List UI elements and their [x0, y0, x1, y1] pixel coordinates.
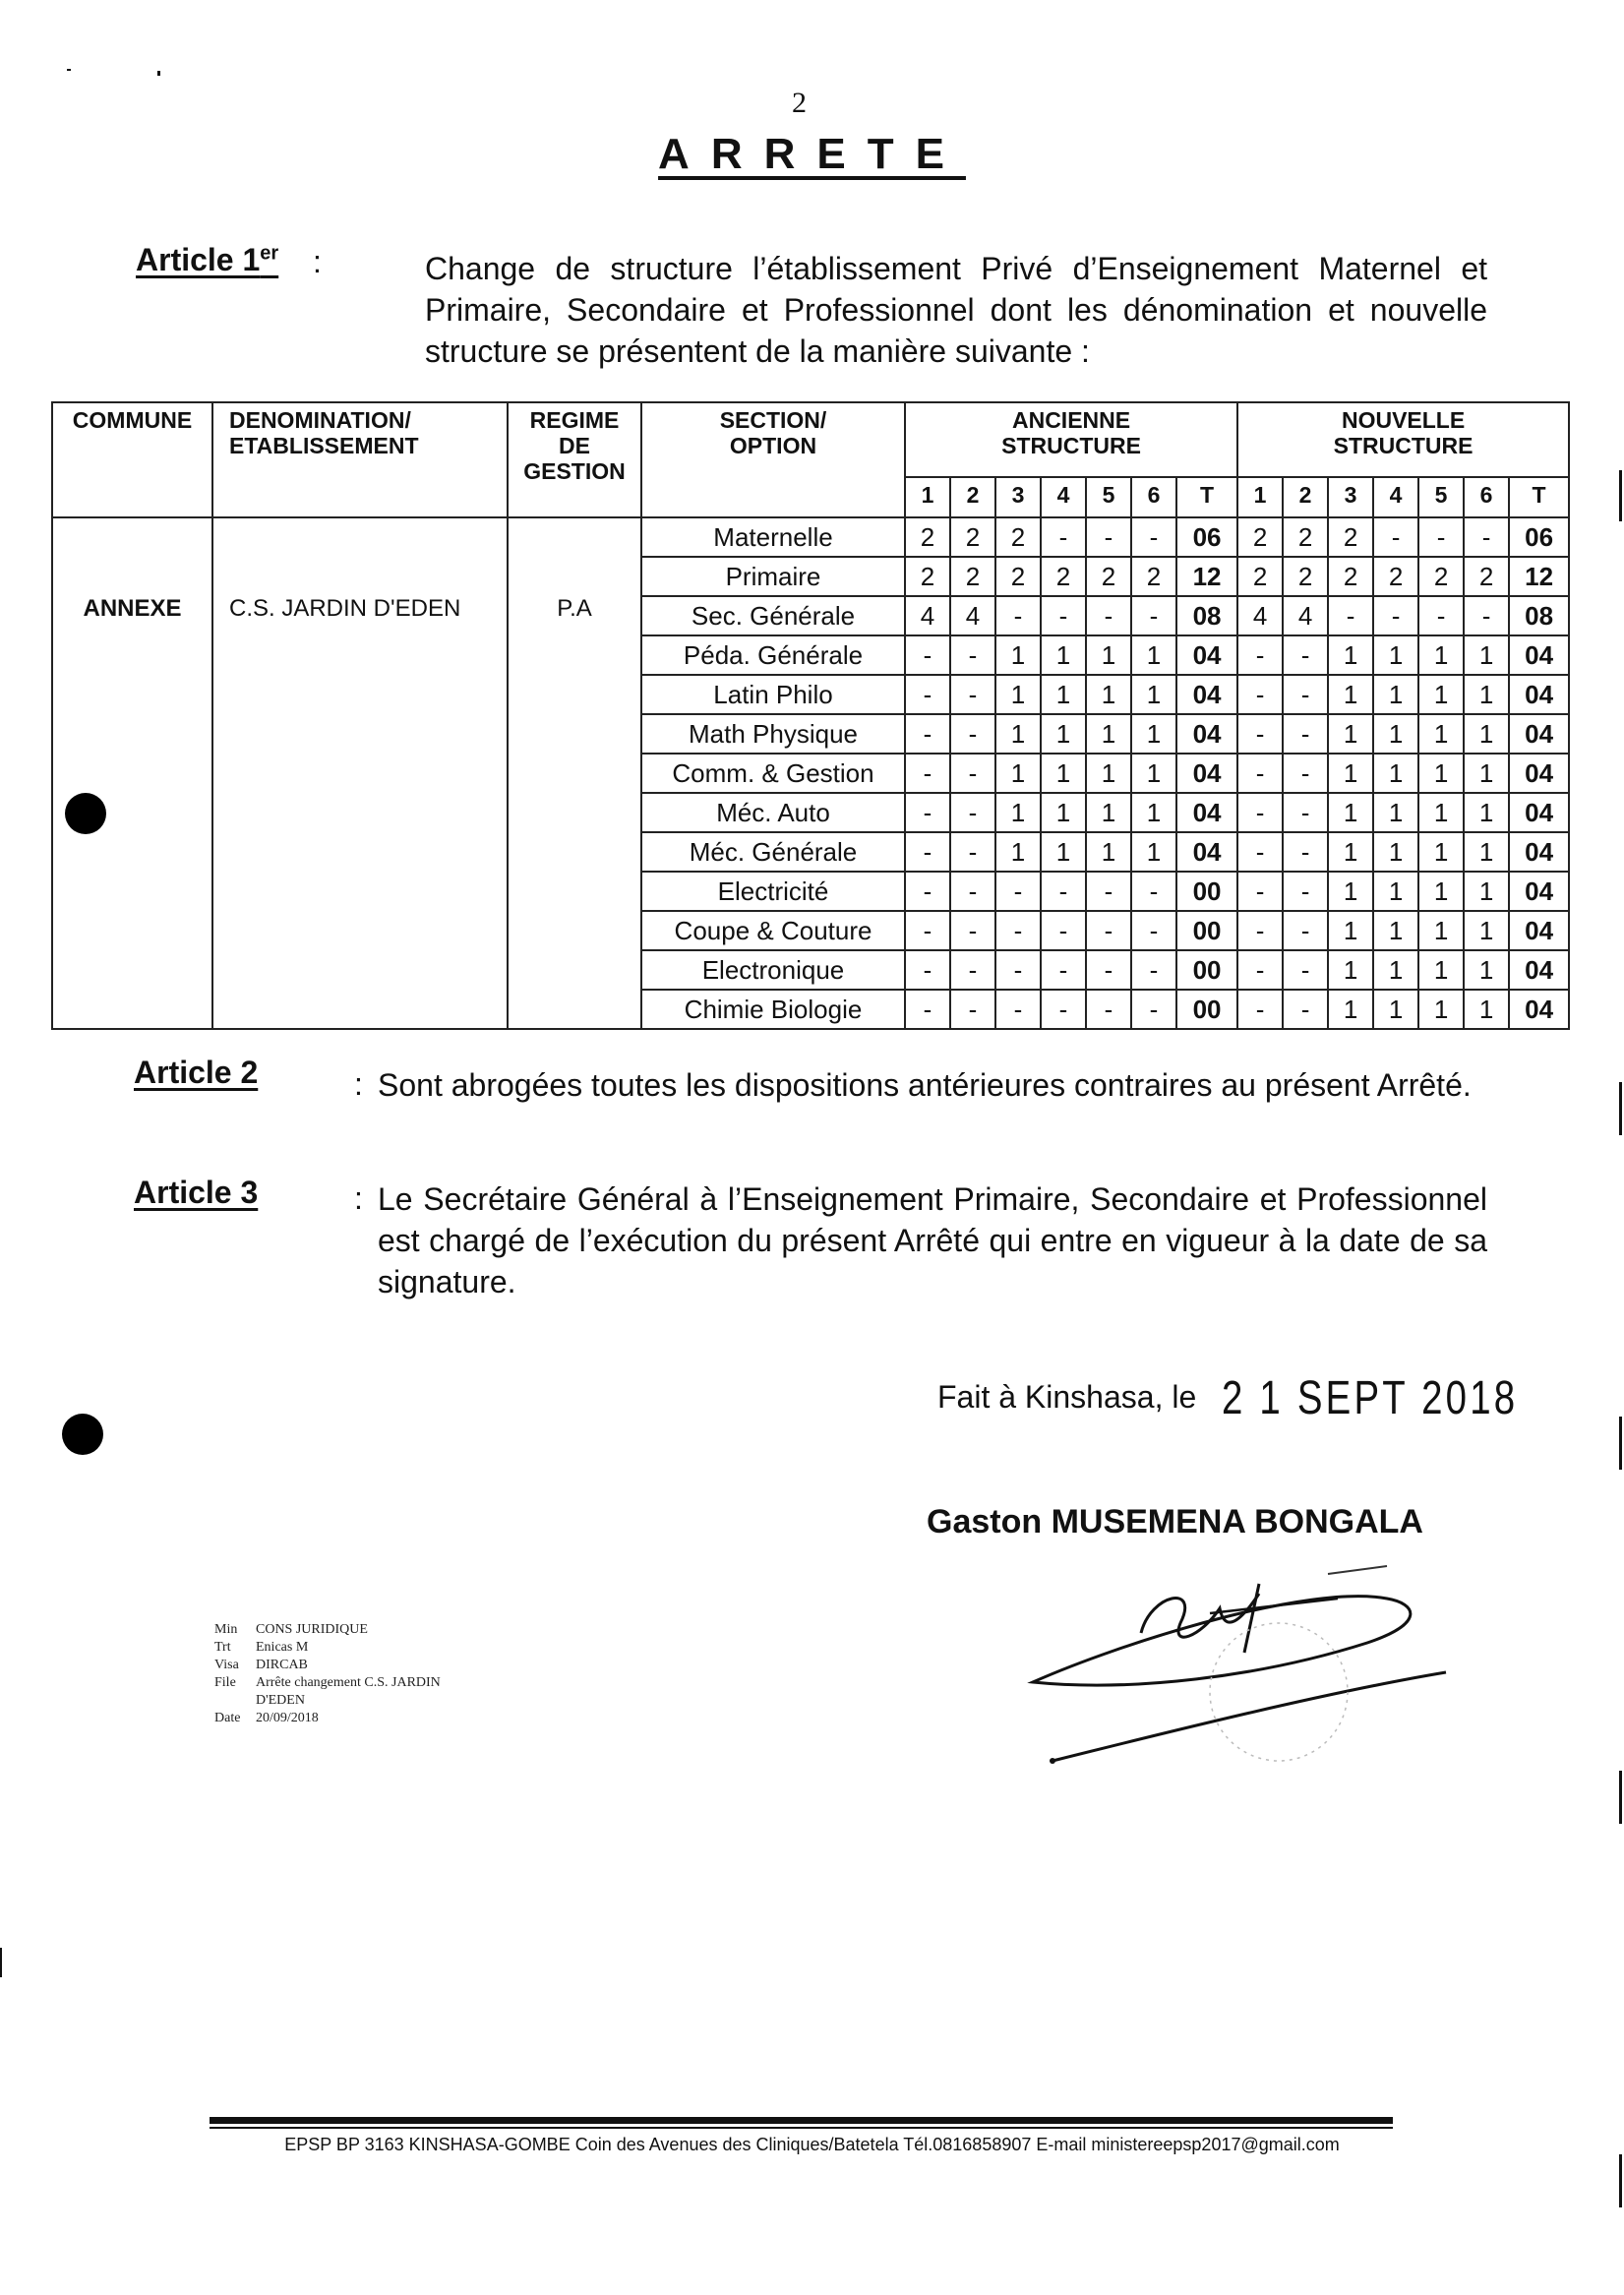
nouvelle-year-cell: 1 [1464, 872, 1509, 911]
year-header: 2 [1283, 477, 1328, 517]
nouvelle-year-cell: 1 [1418, 990, 1464, 1029]
nouvelle-year-cell: - [1237, 714, 1283, 754]
article3-text: Le Secrétaire Général à l’Enseignement Primaire, Secondaire et Professionnel est chargé de l’exécution du présent Arrêté qui entre en vigueur à la date de sa signature. [378, 1181, 1487, 1299]
section-cell: Péda. Générale [641, 635, 905, 675]
reference-row [214, 1657, 441, 1674]
ancienne-year-cell: - [1086, 872, 1131, 911]
reference-key: Date [214, 1711, 241, 1725]
ancienne-year-cell: 1 [1041, 635, 1086, 675]
reference-value: Enicas M [256, 1640, 309, 1655]
ancienne-year-cell: 1 [1086, 714, 1131, 754]
nouvelle-year-cell: 2 [1283, 557, 1328, 596]
nouvelle-year-cell: 1 [1328, 990, 1373, 1029]
reference-key: Min [214, 1622, 238, 1637]
ancienne-total-cell: 04 [1176, 714, 1237, 754]
ancienne-total-cell: 12 [1176, 557, 1237, 596]
ancienne-year-cell: 2 [1041, 557, 1086, 596]
nouvelle-year-cell: 1 [1373, 714, 1418, 754]
ancienne-year-cell: - [950, 793, 995, 832]
section-cell: Latin Philo [641, 675, 905, 714]
nouvelle-year-cell: - [1237, 754, 1283, 793]
year-header: 3 [995, 477, 1041, 517]
ancienne-year-cell: - [1041, 517, 1086, 557]
nouvelle-year-cell: 1 [1464, 950, 1509, 990]
scan-mark [0, 1948, 2, 1977]
ancienne-year-cell: - [905, 872, 950, 911]
ancienne-total-cell: 04 [1176, 675, 1237, 714]
section-cell: Electronique [641, 950, 905, 990]
nouvelle-year-cell: 1 [1464, 793, 1509, 832]
ancienne-year-cell: - [1131, 950, 1176, 990]
ancienne-year-cell: 1 [995, 635, 1041, 675]
page-number: 2 [792, 87, 807, 119]
ancienne-year-cell: - [905, 950, 950, 990]
ancienne-year-cell: - [905, 832, 950, 872]
footer-rule [210, 2117, 1393, 2124]
nouvelle-year-cell: - [1237, 675, 1283, 714]
reference-key: File [214, 1675, 236, 1690]
nouvelle-year-cell: 1 [1418, 872, 1464, 911]
reference-row [214, 1674, 441, 1692]
section-cell: Méc. Générale [641, 832, 905, 872]
ancienne-total-cell: 04 [1176, 754, 1237, 793]
nouvelle-year-cell: 1 [1464, 990, 1509, 1029]
regime-value: P.A [557, 595, 592, 622]
nouvelle-year-cell: 1 [1373, 793, 1418, 832]
table-row [52, 517, 1569, 557]
year-header: 1 [905, 477, 950, 517]
nouvelle-year-cell: - [1418, 517, 1464, 557]
reference-value: Arrête changement C.S. JARDIN [256, 1675, 441, 1690]
nouvelle-year-cell: 2 [1237, 517, 1283, 557]
commune-value: ANNEXE [83, 595, 182, 622]
reference-row [214, 1710, 441, 1727]
ancienne-year-cell: 2 [995, 517, 1041, 557]
reference-key: Visa [214, 1658, 239, 1672]
ancienne-year-cell: - [1086, 990, 1131, 1029]
nouvelle-year-cell: - [1464, 596, 1509, 635]
article2-colon: : [354, 1066, 363, 1102]
ancienne-year-cell: 1 [1131, 714, 1176, 754]
nouvelle-year-cell: 1 [1418, 754, 1464, 793]
ancienne-year-cell: 1 [1086, 793, 1131, 832]
ancienne-total-cell: 04 [1176, 832, 1237, 872]
regime-cell [508, 517, 641, 1029]
ancienne-year-cell: 1 [1131, 793, 1176, 832]
nouvelle-year-cell: 1 [1328, 911, 1373, 950]
reference-value: DIRCAB [256, 1658, 308, 1672]
nouvelle-year-cell: 2 [1464, 557, 1509, 596]
year-header: 1 [1237, 477, 1283, 517]
section-cell: Electricité [641, 872, 905, 911]
ancienne-year-cell: - [1131, 990, 1176, 1029]
ancienne-year-cell: 2 [1086, 557, 1131, 596]
nouvelle-year-cell: - [1373, 596, 1418, 635]
nouvelle-year-cell: - [1237, 635, 1283, 675]
article1-label [136, 242, 278, 278]
ancienne-year-cell: - [995, 950, 1041, 990]
ancienne-year-cell: - [950, 832, 995, 872]
ancienne-year-cell: 1 [1041, 754, 1086, 793]
nouvelle-year-cell: - [1237, 872, 1283, 911]
ancienne-year-cell: 1 [1041, 675, 1086, 714]
ancienne-year-cell: - [1131, 872, 1176, 911]
ancienne-year-cell: - [1131, 596, 1176, 635]
section-cell: Méc. Auto [641, 793, 905, 832]
nouvelle-year-cell: 4 [1237, 596, 1283, 635]
reference-value: 20/09/2018 [256, 1711, 319, 1725]
nouvelle-year-cell: 1 [1464, 754, 1509, 793]
ancienne-year-cell: - [950, 754, 995, 793]
nouvelle-year-cell: 2 [1373, 557, 1418, 596]
header-ancienne: ANCIENNE STRUCTURE [905, 402, 1237, 477]
ancienne-year-cell: - [1086, 911, 1131, 950]
ancienne-year-cell: 1 [995, 714, 1041, 754]
section-cell: Coupe & Couture [641, 911, 905, 950]
ancienne-year-cell: 1 [995, 832, 1041, 872]
nouvelle-total-cell: 04 [1509, 832, 1569, 872]
nouvelle-year-cell: - [1283, 675, 1328, 714]
scan-mark [1619, 1082, 1622, 1135]
ancienne-year-cell: - [950, 950, 995, 990]
nouvelle-year-cell: 1 [1418, 832, 1464, 872]
section-cell: Sec. Générale [641, 596, 905, 635]
ancienne-year-cell: - [905, 911, 950, 950]
nouvelle-year-cell: 2 [1328, 557, 1373, 596]
year-header: 2 [950, 477, 995, 517]
section-cell: Primaire [641, 557, 905, 596]
ancienne-year-cell: - [995, 872, 1041, 911]
nouvelle-year-cell: - [1237, 832, 1283, 872]
ancienne-year-cell: - [905, 675, 950, 714]
article1-colon: : [313, 244, 322, 279]
nouvelle-total-cell: 04 [1509, 793, 1569, 832]
nouvelle-year-cell: 1 [1328, 675, 1373, 714]
ancienne-total-cell: 00 [1176, 872, 1237, 911]
nouvelle-year-cell: - [1237, 990, 1283, 1029]
scan-mark [1619, 1771, 1622, 1824]
nouvelle-year-cell: - [1283, 990, 1328, 1029]
article1-label-text: Article 1 [136, 242, 261, 277]
ancienne-year-cell: 1 [1131, 675, 1176, 714]
commune-cell [52, 517, 212, 1029]
article2-text: Sont abrogées toutes les dispositions antérieures contraires au présent Arrêté. [378, 1067, 1472, 1103]
nouvelle-year-cell: 1 [1464, 714, 1509, 754]
nouvelle-year-cell: 1 [1418, 714, 1464, 754]
nouvelle-year-cell: 1 [1464, 635, 1509, 675]
ancienne-year-cell: - [905, 635, 950, 675]
denomination-value: C.S. JARDIN D'EDEN [229, 595, 461, 622]
nouvelle-year-cell: 2 [1237, 557, 1283, 596]
ancienne-total-cell: 00 [1176, 990, 1237, 1029]
reference-key [214, 1692, 256, 1710]
ancienne-year-cell: 1 [1086, 754, 1131, 793]
ancienne-total-cell: 06 [1176, 517, 1237, 557]
denomination-cell [212, 517, 508, 1029]
header-commune: COMMUNE [52, 402, 212, 517]
ancienne-year-cell: 1 [1041, 832, 1086, 872]
nouvelle-year-cell: - [1418, 596, 1464, 635]
scan-mark [67, 69, 71, 71]
nouvelle-year-cell: - [1373, 517, 1418, 557]
ancienne-year-cell: - [1041, 950, 1086, 990]
reference-row [214, 1639, 441, 1657]
year-header: T [1509, 477, 1569, 517]
nouvelle-year-cell: 1 [1373, 911, 1418, 950]
year-header: 5 [1086, 477, 1131, 517]
ancienne-year-cell: 1 [1086, 675, 1131, 714]
ancienne-year-cell: 4 [950, 596, 995, 635]
header-nouvelle: NOUVELLE STRUCTURE [1237, 402, 1569, 477]
ancienne-year-cell: - [1131, 911, 1176, 950]
nouvelle-year-cell: 1 [1328, 754, 1373, 793]
nouvelle-year-cell: 1 [1373, 832, 1418, 872]
ancienne-year-cell: 1 [1131, 832, 1176, 872]
ancienne-year-cell: - [950, 911, 995, 950]
ancienne-year-cell: - [905, 990, 950, 1029]
nouvelle-total-cell: 04 [1509, 754, 1569, 793]
nouvelle-year-cell: - [1283, 950, 1328, 990]
nouvelle-year-cell: - [1237, 793, 1283, 832]
section-cell: Chimie Biologie [641, 990, 905, 1029]
punch-hole [62, 1414, 103, 1455]
nouvelle-year-cell: - [1283, 911, 1328, 950]
year-header: 4 [1373, 477, 1418, 517]
nouvelle-year-cell: 1 [1464, 832, 1509, 872]
header-regime: REGIME DE GESTION [508, 402, 641, 517]
scan-mark [1619, 470, 1622, 521]
ancienne-year-cell: 1 [1086, 832, 1131, 872]
nouvelle-year-cell: - [1283, 754, 1328, 793]
nouvelle-year-cell: - [1328, 596, 1373, 635]
ancienne-year-cell: 1 [1131, 635, 1176, 675]
nouvelle-year-cell: 2 [1328, 517, 1373, 557]
ancienne-year-cell: 1 [1086, 635, 1131, 675]
scan-mark [1619, 1417, 1622, 1470]
ancienne-year-cell: 1 [1041, 793, 1086, 832]
reference-key: Trt [214, 1640, 231, 1655]
nouvelle-year-cell: 1 [1418, 950, 1464, 990]
ancienne-year-cell: 1 [995, 754, 1041, 793]
ancienne-year-cell: - [950, 714, 995, 754]
ancienne-year-cell: - [950, 990, 995, 1029]
ancienne-year-cell: - [995, 911, 1041, 950]
ancienne-year-cell: 2 [995, 557, 1041, 596]
nouvelle-year-cell: 1 [1373, 754, 1418, 793]
nouvelle-year-cell: - [1283, 872, 1328, 911]
scan-mark [157, 71, 160, 76]
header-section: SECTION/ OPTION [641, 402, 905, 517]
ancienne-year-cell: - [1086, 517, 1131, 557]
nouvelle-year-cell: - [1237, 950, 1283, 990]
ancienne-year-cell: - [1131, 517, 1176, 557]
ancienne-year-cell: - [1086, 596, 1131, 635]
signer-name: Gaston MUSEMENA BONGALA [927, 1503, 1423, 1540]
signature-place: Fait à Kinshasa, le [937, 1379, 1197, 1415]
ancienne-year-cell: - [995, 596, 1041, 635]
nouvelle-year-cell: 2 [1283, 517, 1328, 557]
nouvelle-total-cell: 04 [1509, 675, 1569, 714]
ancienne-year-cell: - [950, 872, 995, 911]
ancienne-year-cell: 2 [905, 557, 950, 596]
nouvelle-year-cell: 1 [1328, 950, 1373, 990]
nouvelle-year-cell: 1 [1373, 635, 1418, 675]
ancienne-year-cell: - [905, 714, 950, 754]
nouvelle-year-cell: - [1283, 635, 1328, 675]
nouvelle-total-cell: 04 [1509, 714, 1569, 754]
structure-table [51, 401, 1570, 1030]
nouvelle-year-cell: 1 [1373, 872, 1418, 911]
footer-address: EPSP BP 3163 KINSHASA-GOMBE Coin des Avenues des Cliniques/Batetela Tél.0816858907 E-mail ministereepsp2017@gmail.com [284, 2135, 1340, 2154]
nouvelle-total-cell: 04 [1509, 911, 1569, 950]
nouvelle-total-cell: 08 [1509, 596, 1569, 635]
year-header: 3 [1328, 477, 1373, 517]
nouvelle-year-cell: 4 [1283, 596, 1328, 635]
ancienne-year-cell: - [905, 793, 950, 832]
nouvelle-total-cell: 12 [1509, 557, 1569, 596]
reference-value: CONS JURIDIQUE [256, 1622, 368, 1637]
year-header: T [1176, 477, 1237, 517]
ancienne-year-cell: - [1041, 596, 1086, 635]
section-cell: Maternelle [641, 517, 905, 557]
article1-label-sup: er [260, 242, 279, 265]
nouvelle-total-cell: 04 [1509, 872, 1569, 911]
nouvelle-year-cell: 1 [1418, 635, 1464, 675]
signature-date: 2 1 SEPT 2018 [1222, 1372, 1519, 1424]
nouvelle-total-cell: 04 [1509, 950, 1569, 990]
ancienne-year-cell: 1 [1041, 714, 1086, 754]
article3-label: Article 3 [134, 1175, 259, 1210]
ancienne-year-cell: 1 [1131, 754, 1176, 793]
ancienne-total-cell: 04 [1176, 635, 1237, 675]
ancienne-year-cell: 2 [950, 557, 995, 596]
year-header: 4 [1041, 477, 1086, 517]
ancienne-total-cell: 00 [1176, 950, 1237, 990]
ancienne-year-cell: 1 [995, 675, 1041, 714]
nouvelle-year-cell: 1 [1418, 911, 1464, 950]
nouvelle-year-cell: 1 [1328, 872, 1373, 911]
ancienne-year-cell: 2 [905, 517, 950, 557]
section-cell: Math Physique [641, 714, 905, 754]
ancienne-year-cell: - [905, 754, 950, 793]
ancienne-year-cell: - [995, 990, 1041, 1029]
ancienne-year-cell: 2 [1131, 557, 1176, 596]
nouvelle-year-cell: 1 [1464, 675, 1509, 714]
year-header: 6 [1131, 477, 1176, 517]
article1-text: Change de structure l’établissement Privé d’Enseignement Maternel et Primaire, Secondaire et Professionnel dont les dénomination et nouvelle structure se présentent de la manière suivante : [425, 251, 1487, 369]
nouvelle-total-cell: 04 [1509, 635, 1569, 675]
section-cell: Comm. & Gestion [641, 754, 905, 793]
reference-block [214, 1621, 441, 1727]
footer-rule-thin [210, 2127, 1393, 2129]
ancienne-year-cell: 2 [950, 517, 995, 557]
nouvelle-year-cell: 1 [1328, 635, 1373, 675]
ancienne-year-cell: - [950, 675, 995, 714]
nouvelle-year-cell: 1 [1373, 675, 1418, 714]
ancienne-year-cell: 4 [905, 596, 950, 635]
nouvelle-year-cell: - [1237, 911, 1283, 950]
nouvelle-year-cell: 1 [1418, 793, 1464, 832]
nouvelle-year-cell: 1 [1328, 714, 1373, 754]
handwritten-signature [1013, 1554, 1456, 1790]
year-header: 5 [1418, 477, 1464, 517]
nouvelle-year-cell: 1 [1464, 911, 1509, 950]
nouvelle-year-cell: 1 [1328, 793, 1373, 832]
reference-row [214, 1692, 441, 1710]
ancienne-year-cell: - [950, 635, 995, 675]
article3-colon: : [354, 1180, 363, 1216]
nouvelle-total-cell: 04 [1509, 990, 1569, 1029]
header-denomination: DENOMINATION/ ETABLISSEMENT [212, 402, 508, 517]
nouvelle-year-cell: 1 [1328, 832, 1373, 872]
ancienne-year-cell: - [1041, 872, 1086, 911]
reference-row [214, 1621, 441, 1639]
table-body [52, 517, 1569, 1029]
nouvelle-year-cell: 1 [1373, 950, 1418, 990]
ancienne-total-cell: 04 [1176, 793, 1237, 832]
nouvelle-year-cell: 1 [1373, 990, 1418, 1029]
scan-mark [1619, 2154, 1622, 2207]
ancienne-year-cell: - [1041, 990, 1086, 1029]
page-title: ARRETE [658, 130, 966, 178]
nouvelle-year-cell: - [1464, 517, 1509, 557]
reference-value: D'EDEN [256, 1693, 305, 1708]
article2-label: Article 2 [134, 1055, 259, 1090]
nouvelle-year-cell: 1 [1418, 675, 1464, 714]
nouvelle-year-cell: 2 [1418, 557, 1464, 596]
ancienne-total-cell: 00 [1176, 911, 1237, 950]
nouvelle-total-cell: 06 [1509, 517, 1569, 557]
ancienne-year-cell: - [1086, 950, 1131, 990]
ancienne-year-cell: - [1041, 911, 1086, 950]
nouvelle-year-cell: - [1283, 832, 1328, 872]
nouvelle-year-cell: - [1283, 793, 1328, 832]
nouvelle-year-cell: - [1283, 714, 1328, 754]
ancienne-year-cell: 1 [995, 793, 1041, 832]
year-header: 6 [1464, 477, 1509, 517]
ancienne-total-cell: 08 [1176, 596, 1237, 635]
